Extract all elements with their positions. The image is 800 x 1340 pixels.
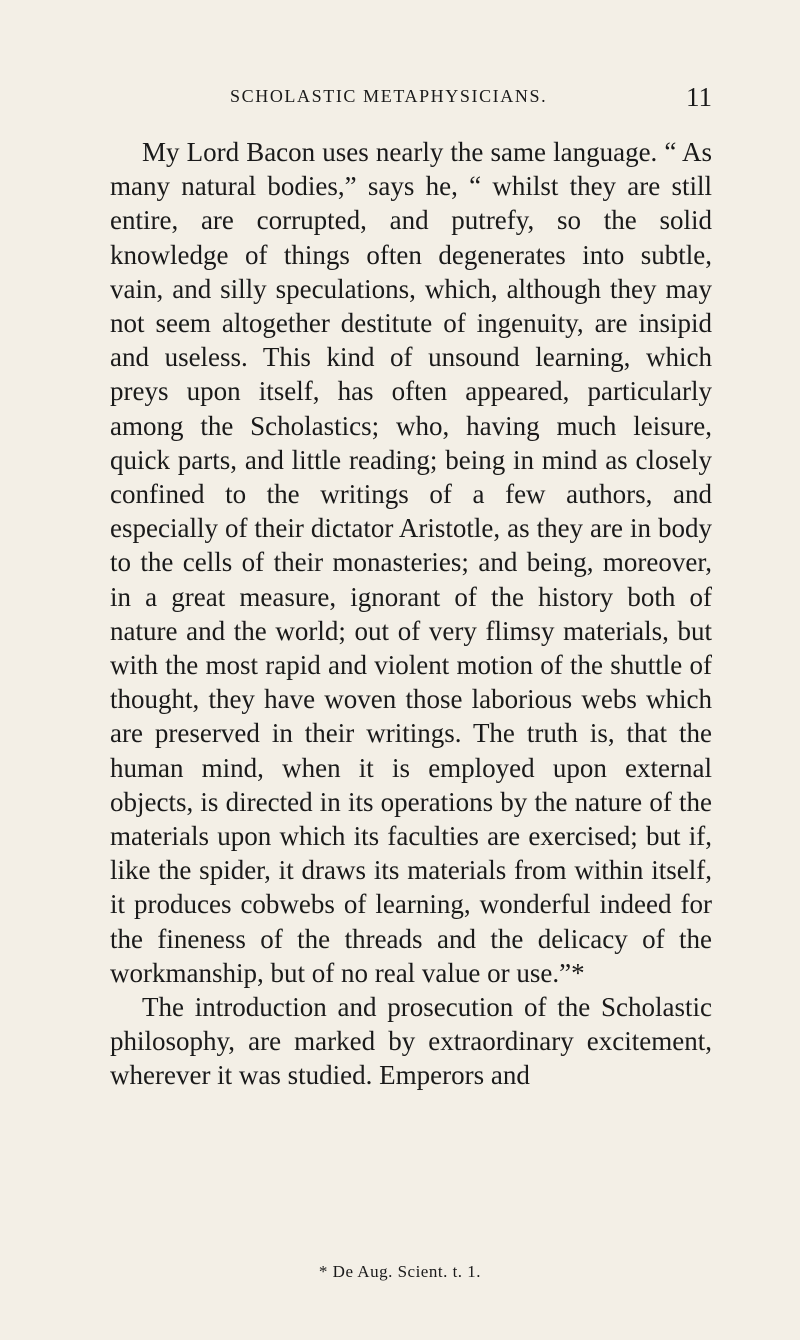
footnote: * De Aug. Scient. t. 1. (318, 1262, 482, 1281)
running-title: SCHOLASTIC METAPHYSICIANS. (230, 86, 548, 106)
body-text (110, 135, 712, 1093)
running-head (110, 82, 712, 112)
page-number: 11 (686, 82, 712, 112)
paragraph: The introduction and prosecution of the Scholastic philosophy, are marked by extraordinary excitement, wherever it was studied. Emperors and (110, 992, 712, 1091)
paragraph: My Lord Bacon uses nearly the same language. “ As many natural bodies,” says he, “ whilst they are still entire, are corrupted, and putrefy, so the solid knowledge of things often degenerates into subtle, vain, and silly speculations, which, although they may not seem altogether destitute of ingenuity, are insipid and useless. This kind of unsound learning, which preys upon itself, has often appeared, particularly among the Scholastics; who, having much leisure, quick parts, and little reading; being in mind as closely confined to the writings of a few authors, and especially of their dictator Aristotle, as they are in body to the cells of their monasteries; and being, moreover, in a great measure, ignorant of the history both of nature and the world; out of very flimsy materials, but with the most rapid and violent motion of the shuttle of thought, they have woven those laborious webs which are preserved in their writings. The truth is, that the human mind, when it is employed upon external objects, is directed in its operations by the nature of the materials upon which its faculties are exercised; but if, like the spider, it draws its materials from within itself, it produces cobwebs of learning, wonderful indeed for the fineness of the threads and the delicacy of the workmanship, but of no real value or use.”* (110, 137, 712, 988)
